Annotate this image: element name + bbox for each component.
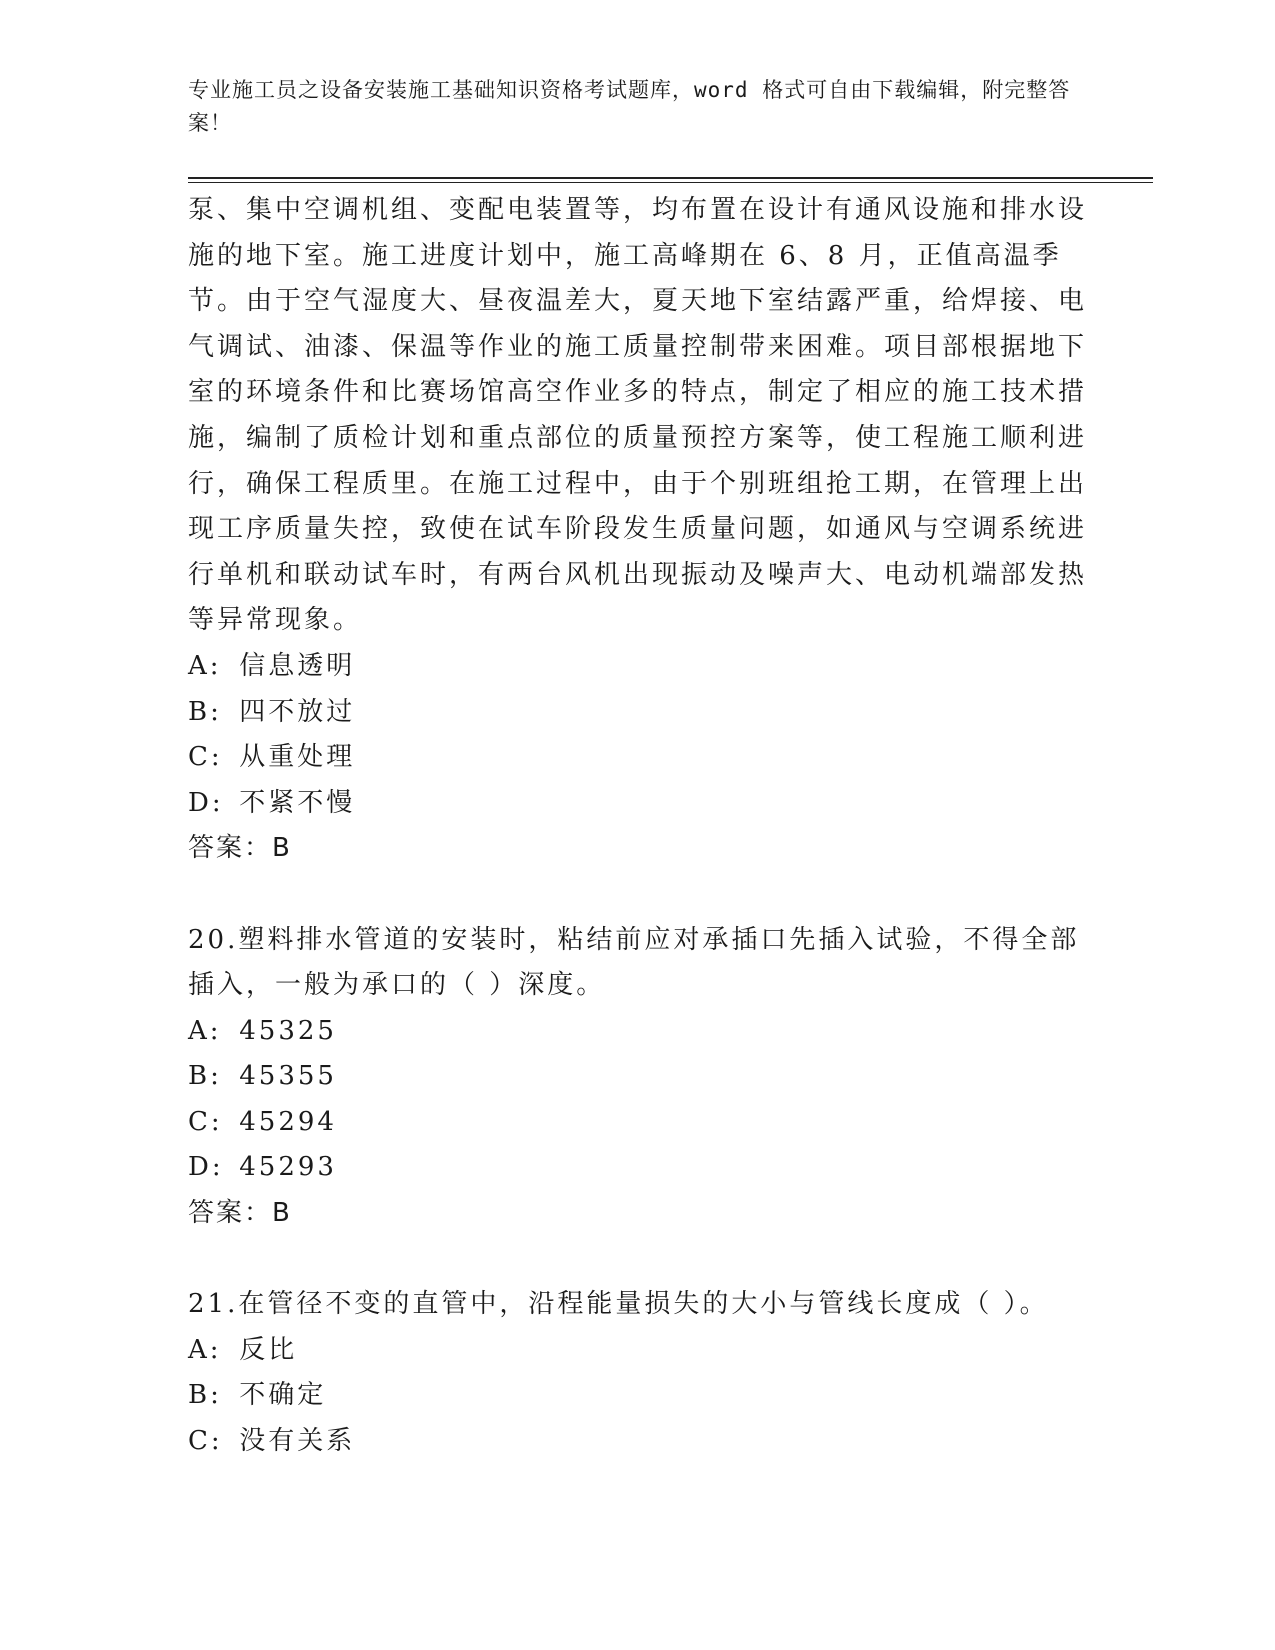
option-a [188,644,1088,690]
option-label: B: [188,1380,222,1411]
option-text: 45355 [239,1061,337,1092]
option-text: 不确定 [239,1380,327,1411]
option-text: 不紧不慢 [239,787,356,818]
option-text: 45325 [239,1015,337,1046]
option-b [188,690,1088,736]
option-label: D: [188,1152,224,1183]
document-body [188,188,1088,1465]
option-c [188,1100,1088,1146]
option-label: A: [188,1334,222,1365]
question-20 [188,918,1088,1237]
option-b [188,1373,1088,1419]
question-stem: 20.塑料排水管道的安装时，粘结前应对承插口先插入试验，不得全部插入，一般为承口的（ ）深度。 [188,924,1080,1001]
option-text: 没有关系 [239,1426,356,1457]
option-text: 反比 [239,1334,298,1365]
option-label: A: [188,1015,222,1046]
header-rule-thick [188,177,1153,179]
option-d [188,1145,1088,1191]
option-label: A: [188,650,222,681]
option-text: 45293 [239,1152,337,1183]
option-text: 45294 [239,1106,337,1137]
option-c [188,1419,1088,1465]
question-stem: 21.在管径不变的直管中，沿程能量损失的大小与管线长度成（ ）。 [188,1289,1049,1320]
option-c [188,735,1088,781]
option-b [188,1054,1088,1100]
option-label: C: [188,1106,223,1137]
option-label: D: [188,787,224,818]
option-text: 信息透明 [239,650,356,681]
option-d [188,781,1088,827]
page-header: 专业施工员之设备安装施工基础知识资格考试题库，word 格式可自由下载编辑，附完整答案！ [188,78,1071,135]
spacer [188,1237,1088,1283]
header-rule-thin [188,182,1153,183]
question-19 [188,188,1088,872]
option-label: C: [188,742,223,773]
option-text: 四不放过 [239,696,356,727]
question-stem: 泵、集中空调机组、变配电装置等，均布置在设计有通风设施和排水设施的地下室。施工进度计划中，施工高峰期在 6、8 月，正值高温季节。由于空气湿度大、昼夜温差大，夏天地下室结露严重，给焊接、电气调试、油漆、保温等作业的施工质量控制带来困难。项目部根据地下室的环境条件和比赛场馆高空作业多的特点，制定了相应的施工技术措施，编制了质检计划和重点部位的质量预控方案等，使工程施工顺利进行，确保工程质里。在施工过程中，由于个别班组抢工期，在管理上出现工序质量失控，致使在试车阶段发生质量问题，如通风与空调系统进行单机和联动试车时，有两台风机出现振动及噪声大、电动机端部发热等异常现象。 [188,195,1088,636]
answer-line: 答案：B [188,833,292,864]
option-a [188,1009,1088,1055]
option-text: 从重处理 [239,742,356,773]
option-label: C: [188,1426,223,1457]
option-a [188,1328,1088,1374]
answer-line: 答案：B [188,1198,292,1229]
option-label: B: [188,696,222,727]
option-label: B: [188,1061,222,1092]
question-21 [188,1282,1088,1464]
spacer [188,872,1088,918]
